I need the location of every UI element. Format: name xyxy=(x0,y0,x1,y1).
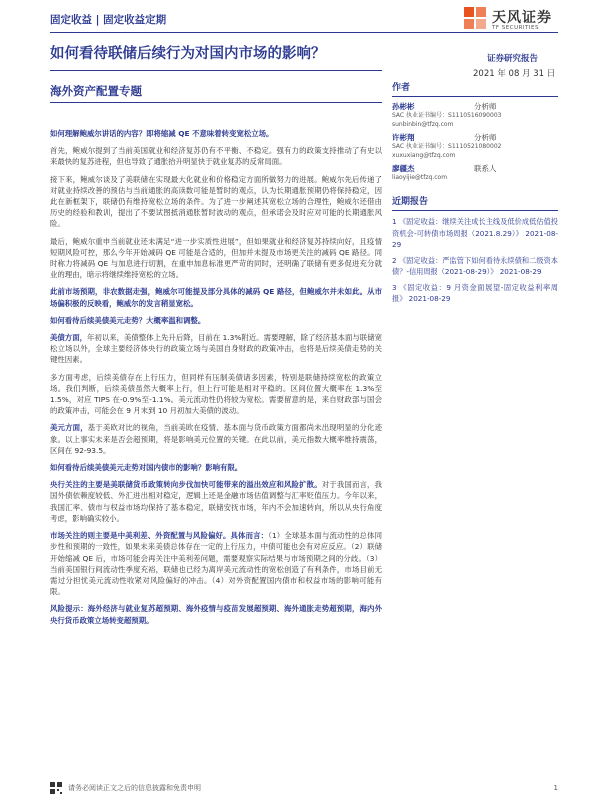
related-reports-list xyxy=(392,216,558,305)
author-license: SAC 执业证书编号：S1110516090003 xyxy=(392,112,502,119)
paragraph-9 xyxy=(50,530,382,597)
author-email[interactable]: xuxuxiang@tfzq.com xyxy=(392,152,456,159)
page-footer xyxy=(50,782,558,794)
paragraph-5-text: 年初以来，美债整体上先升后降，目前在 1.3%附近。需要理解，除了经济基本面与联储宽松立场以外，全球主要经济体央行的政策立场与美国自身财政的政策冲击，也将是后续美债走势的关键性因素。 xyxy=(50,333,382,365)
paragraph-6: 多方面考虑，后续美债存在上行压力，但同样有压制美债诸多因素，特别是联储持续宽松的政策立场。我们判断，后续美债虽然大概率上行，但上行可能是相对平稳的。区间位置大概率在 1.3%至 1.5%，对应 TIPS 在-0.9%至-1.1%。美元流动性仍将较为宽松。需要留意的是，来自财政部与国会的政策冲击，可能会在 9 月末到 10 月初加大美债的波动。 xyxy=(50,372,382,416)
report-date: 2021 年 08 月 31 日 xyxy=(473,69,556,79)
related-report-item[interactable]: 3 《固定收益：9 月资金面展望-固定收益利率周报》 2021-08-29 xyxy=(392,282,558,303)
paragraph-9-lead: 市场关注的则主要是中美利差、外资配置与风险偏好。具体而言： xyxy=(50,531,269,541)
related-report-item[interactable]: 2 《固定收益：严监管下如何看待永续债和二级资本债？-信用周报（2021-08-29）》 2021-08-29 xyxy=(392,255,558,276)
title-divider xyxy=(50,70,382,71)
header-divider xyxy=(50,32,558,33)
question-2: 如何看待后续美债美元走势？大概率温和调整。 xyxy=(50,315,206,325)
logo-mark-icon xyxy=(462,5,488,31)
paragraph-8 xyxy=(50,479,382,524)
paragraph-7-text: 基于美欧对比的视角，当前美欧在疫情、基本面与货币政策方面都尚未出现明显的分化迹象。以上事实未来是否会超预期，将是影响美元位置的关键。在此以前，美元指数大概率维持震荡，区间在 92-93.5。 xyxy=(50,423,382,455)
author-entry xyxy=(392,102,558,129)
report-category: 固定收益 | 固定收益定期 xyxy=(50,14,167,26)
question-1: 如何理解鲍威尔讲话的内容？即将缩减 QE 不意味着转变宽松立场。 xyxy=(50,129,274,138)
author-role: 分析师 xyxy=(474,102,497,111)
paragraph-3: 最后，鲍威尔重申当前就业还未满足“进一步实质性进展”，但如果就业和经济复苏持续向好，且疫情短期风险可控，那么今年开始减码 QE 可能是合适的，但加并未提及市场更关注的减码 QE 路径。同时称力将减码 QE 与加息进行切割，在重申加息标准更严苛的同时，还明确了联储有更多促进充分就业的理由，暗示将继续维持宽松的立场。 xyxy=(50,236,382,280)
main-content xyxy=(50,128,382,632)
paragraph-8-lead: 央行关注的主要是美联储货币政策转向步伐加快可能带来的溢出效应和风险扩散。 xyxy=(50,480,322,490)
paragraph-5-lead: 美债方面， xyxy=(50,333,88,343)
tf-securities-logo xyxy=(462,3,558,39)
report-subtitle: 海外资产配置专题 xyxy=(50,84,142,98)
disclaimer-text: 请务必阅读正文之后的信息披露和免责申明 xyxy=(68,784,201,792)
sidebar xyxy=(392,80,558,309)
author-email[interactable]: sunbinbin@tfzq.com xyxy=(392,121,454,128)
page-title: 如何看待联储后续行为对国内市场的影响？ xyxy=(50,46,326,62)
paragraph-1: 首先，鲍威尔提到了当前美国就业和经济复苏仍有不平衡、不稳定。强有力的政策支持推动了有史以来最快的复苏进程，但也导致了通胀抬升明显快于就业复苏的反常局面。 xyxy=(50,146,382,167)
author-license: SAC 执业证书编号：S1110521080002 xyxy=(392,143,502,150)
paragraph-8-text: 对于我国而言，我国外债依赖度较低、外汇进出相对稳定，逻辑上还是金融市场估值调整与汇率贬值压力。今年以来，我国汇率、债市与权益市场均保持了基本稳定，联储安抚市场，年内不会加速转向，所以从央行角度考虑，影响确实较小。 xyxy=(50,480,382,523)
paragraph-2: 接下来，鲍威尔谈及了美联储在实现最大化就业和价格稳定方面所做努力的进展。鲍威尔先后传递了对就业持续改善的预估与当前通胀的高读数可能是暂时的观点，认为长期通胀预期仍将保持稳定，因此在新框架下，联储仍有维持宽松立场的条件。为了进一步阐述其宽松立场的合理性，鲍威尔还借由历史的经验和教训，提出了不要试图抵消通胀暂时波动的观点，但承诺会及时应对可能的长期通胀风险。 xyxy=(50,174,382,229)
author-email[interactable]: liaoyijie@tfzq.com xyxy=(392,174,448,181)
qr-code-icon xyxy=(50,782,62,794)
logo-text-en: TF SECURITIES xyxy=(492,25,539,31)
report-type: 证券研究报告 xyxy=(487,54,539,64)
related-reports-heading: 近期报告 xyxy=(392,194,558,211)
author-entry xyxy=(392,133,558,160)
paragraph-7-lead: 美元方面， xyxy=(50,423,88,433)
author-role: 联系人 xyxy=(474,164,497,173)
paragraph-9-text: （1）全球基本面与流动性的总体同步性和预期的一致性，如果未来美债总体存在一定的上行压力，中债可能也会有对应反应。（2）联储开始缩减 QE 后，市场可能会再关注中美利差问题，需要观察实际结果与市场预期之间的分歧。（3）当前美国银行间流动性季度充裕，联储也已经为离岸美元流动性的宽松创造了有利条件，市场目前无需过分担忧美元流动性收紧对风险偏好的冲击。（4）对外资配置国内债市和权益市场的影响可能有限。 xyxy=(50,531,382,597)
subtitle-divider xyxy=(50,102,382,103)
page-number: 1 xyxy=(553,784,558,792)
risk-warning: 风险提示：海外经济与就业复苏超预期、海外疫情与疫苗发展超预期、海外通胀走势超预期，海内外央行货币政策立场转变超预期。 xyxy=(50,604,382,625)
author-name: 孙彬彬 xyxy=(392,102,415,111)
related-report-item[interactable]: 1 《固定收益：继续关注成长主线及低价成低估值投资机会-可转债市场周报（2021.8.29）》 2021-08-29 xyxy=(392,217,558,249)
paragraph-5 xyxy=(50,332,382,366)
authors-heading: 作者 xyxy=(392,80,558,97)
paragraph-4: 此前市场预期，非农数据走强，鲍威尔可能提及部分具体的减码 QE 路径，但鲍威尔并未如此。从市场偏积极的反映看，鲍威尔的发言稍显宽松。 xyxy=(50,287,382,308)
author-role: 分析师 xyxy=(474,133,497,142)
question-3: 如何看待后续美债美元走势对国内债市的影响？影响有限。 xyxy=(50,463,243,473)
logo-text-cn: 天风证券 xyxy=(492,10,552,26)
author-name: 廖疆杰 xyxy=(392,164,415,173)
author-name: 许彬翔 xyxy=(392,133,415,142)
author-entry xyxy=(392,164,558,182)
paragraph-7 xyxy=(50,422,382,456)
